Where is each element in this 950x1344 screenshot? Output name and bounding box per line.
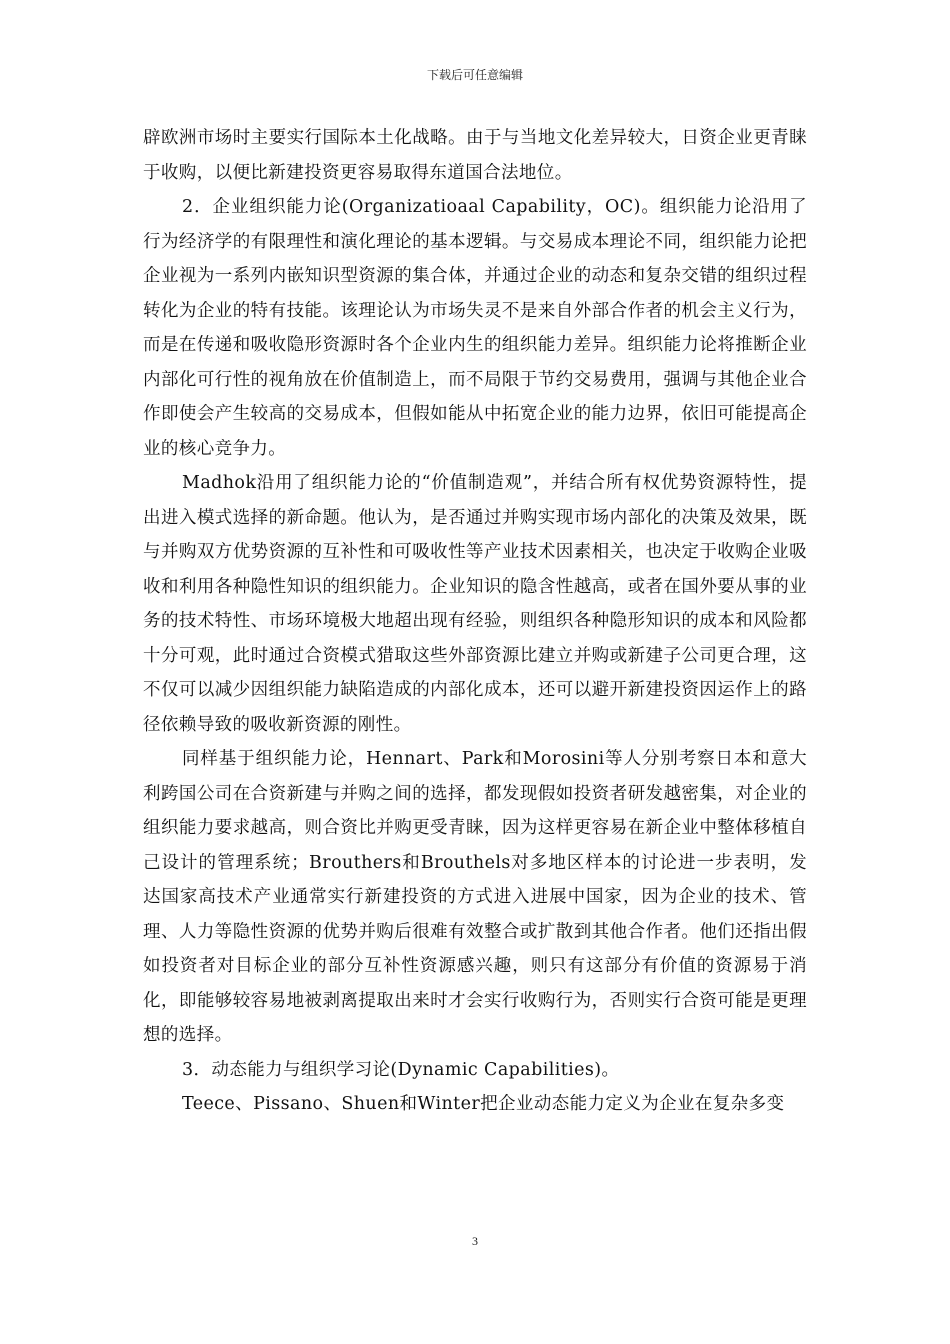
paragraph-organizational-capability: 2．企业组织能力论(Organizatioaal Capability，OC)。组织能力论沿用了行为经济学的有限理性和演化理论的基本逻辑。与交易成本理论不同，组织能力论把企业视为一系列内嵌知识型资源的集合体，并通过企业的动态和复杂交错的组织过程转化为企业的特有技能。该理论认为市场失灵不是来自外部合作者的机会主义行为，而是在传递和吸收隐形资源时各个企业内生的组织能力差异。组织能力论将推断企业内部化可行性的视角放在价值制造上，而不局限于节约交易费用，强调与其他企业合作即使会产生较高的交易成本，但假如能从中拓宽企业的能力边界，依旧可能提高企业的核心竞争力。 — [143, 197, 807, 459]
paragraph-teece: Teece、Pissano、Shuen和Winter把企业动态能力定义为企业在复杂多变 — [182, 1094, 785, 1114]
paragraph-hennart-park-morosini: 同样基于组织能力论，Hennart、Park和Morosini等人分别考察日本和意大利跨国公司在合资新建与并购之间的选择，都发现假如投资者研发越密集，对企业的组织能力要求越高，则合资比并购更受青睐，因为这样更容易在新企业中整体移植自己设计的管理系统；Brouthers和Brouthels对多地区样本的讨论进一步表明，发达国家高技术产业通常实行新建投资的方式进入进展中国家，因为企业的技术、管理、人力等隐性资源的优势并购后很难有效整合或扩散到其他合作者。他们还指出假如投资者对目标企业的部分互补性资源感兴趣，则只有这部分有价值的资源易于消化，即能够较容易地被剥离提取出来时才会实行收购行为，否则实行合资可能是更理想的选择。 — [143, 749, 807, 1045]
paragraph-continuation: 辟欧洲市场时主要实行国际本土化战略。由于与当地文化差异较大，日资企业更青睐于收购，以便比新建投资更容易取得东道国合法地位。 — [143, 128, 807, 183]
body-text — [143, 121, 807, 1122]
paragraph-madhok: Madhok沿用了组织能力论的“价值制造观”，并结合所有权优势资源特性，提出进入模式选择的新命题。他认为，是否通过并购实现市场内部化的决策及效果，既与并购双方优势资源的互补性和可吸收性等产业技术因素相关，也决定于收购企业吸收和利用各种隐性知识的组织能力。企业知识的隐含性越高，或者在国外要从事的业务的技术特性、市场环境极大地超出现有经验，则组织各种隐形知识的成本和风险都十分可观，此时通过合资模式猎取这些外部资源比建立并购或新建子公司更合理，这不仅可以减少因组织能力缺陷造成的内部化成本，还可以避开新建投资因运作上的路径依赖导致的吸收新资源的刚性。 — [143, 473, 807, 735]
page-number: 3 — [472, 1234, 478, 1248]
paragraph-dynamic-capabilities-heading: 3．动态能力与组织学习论(Dynamic Capabilities)。 — [182, 1059, 620, 1080]
header-note: 下载后可任意编辑 — [426, 68, 523, 82]
